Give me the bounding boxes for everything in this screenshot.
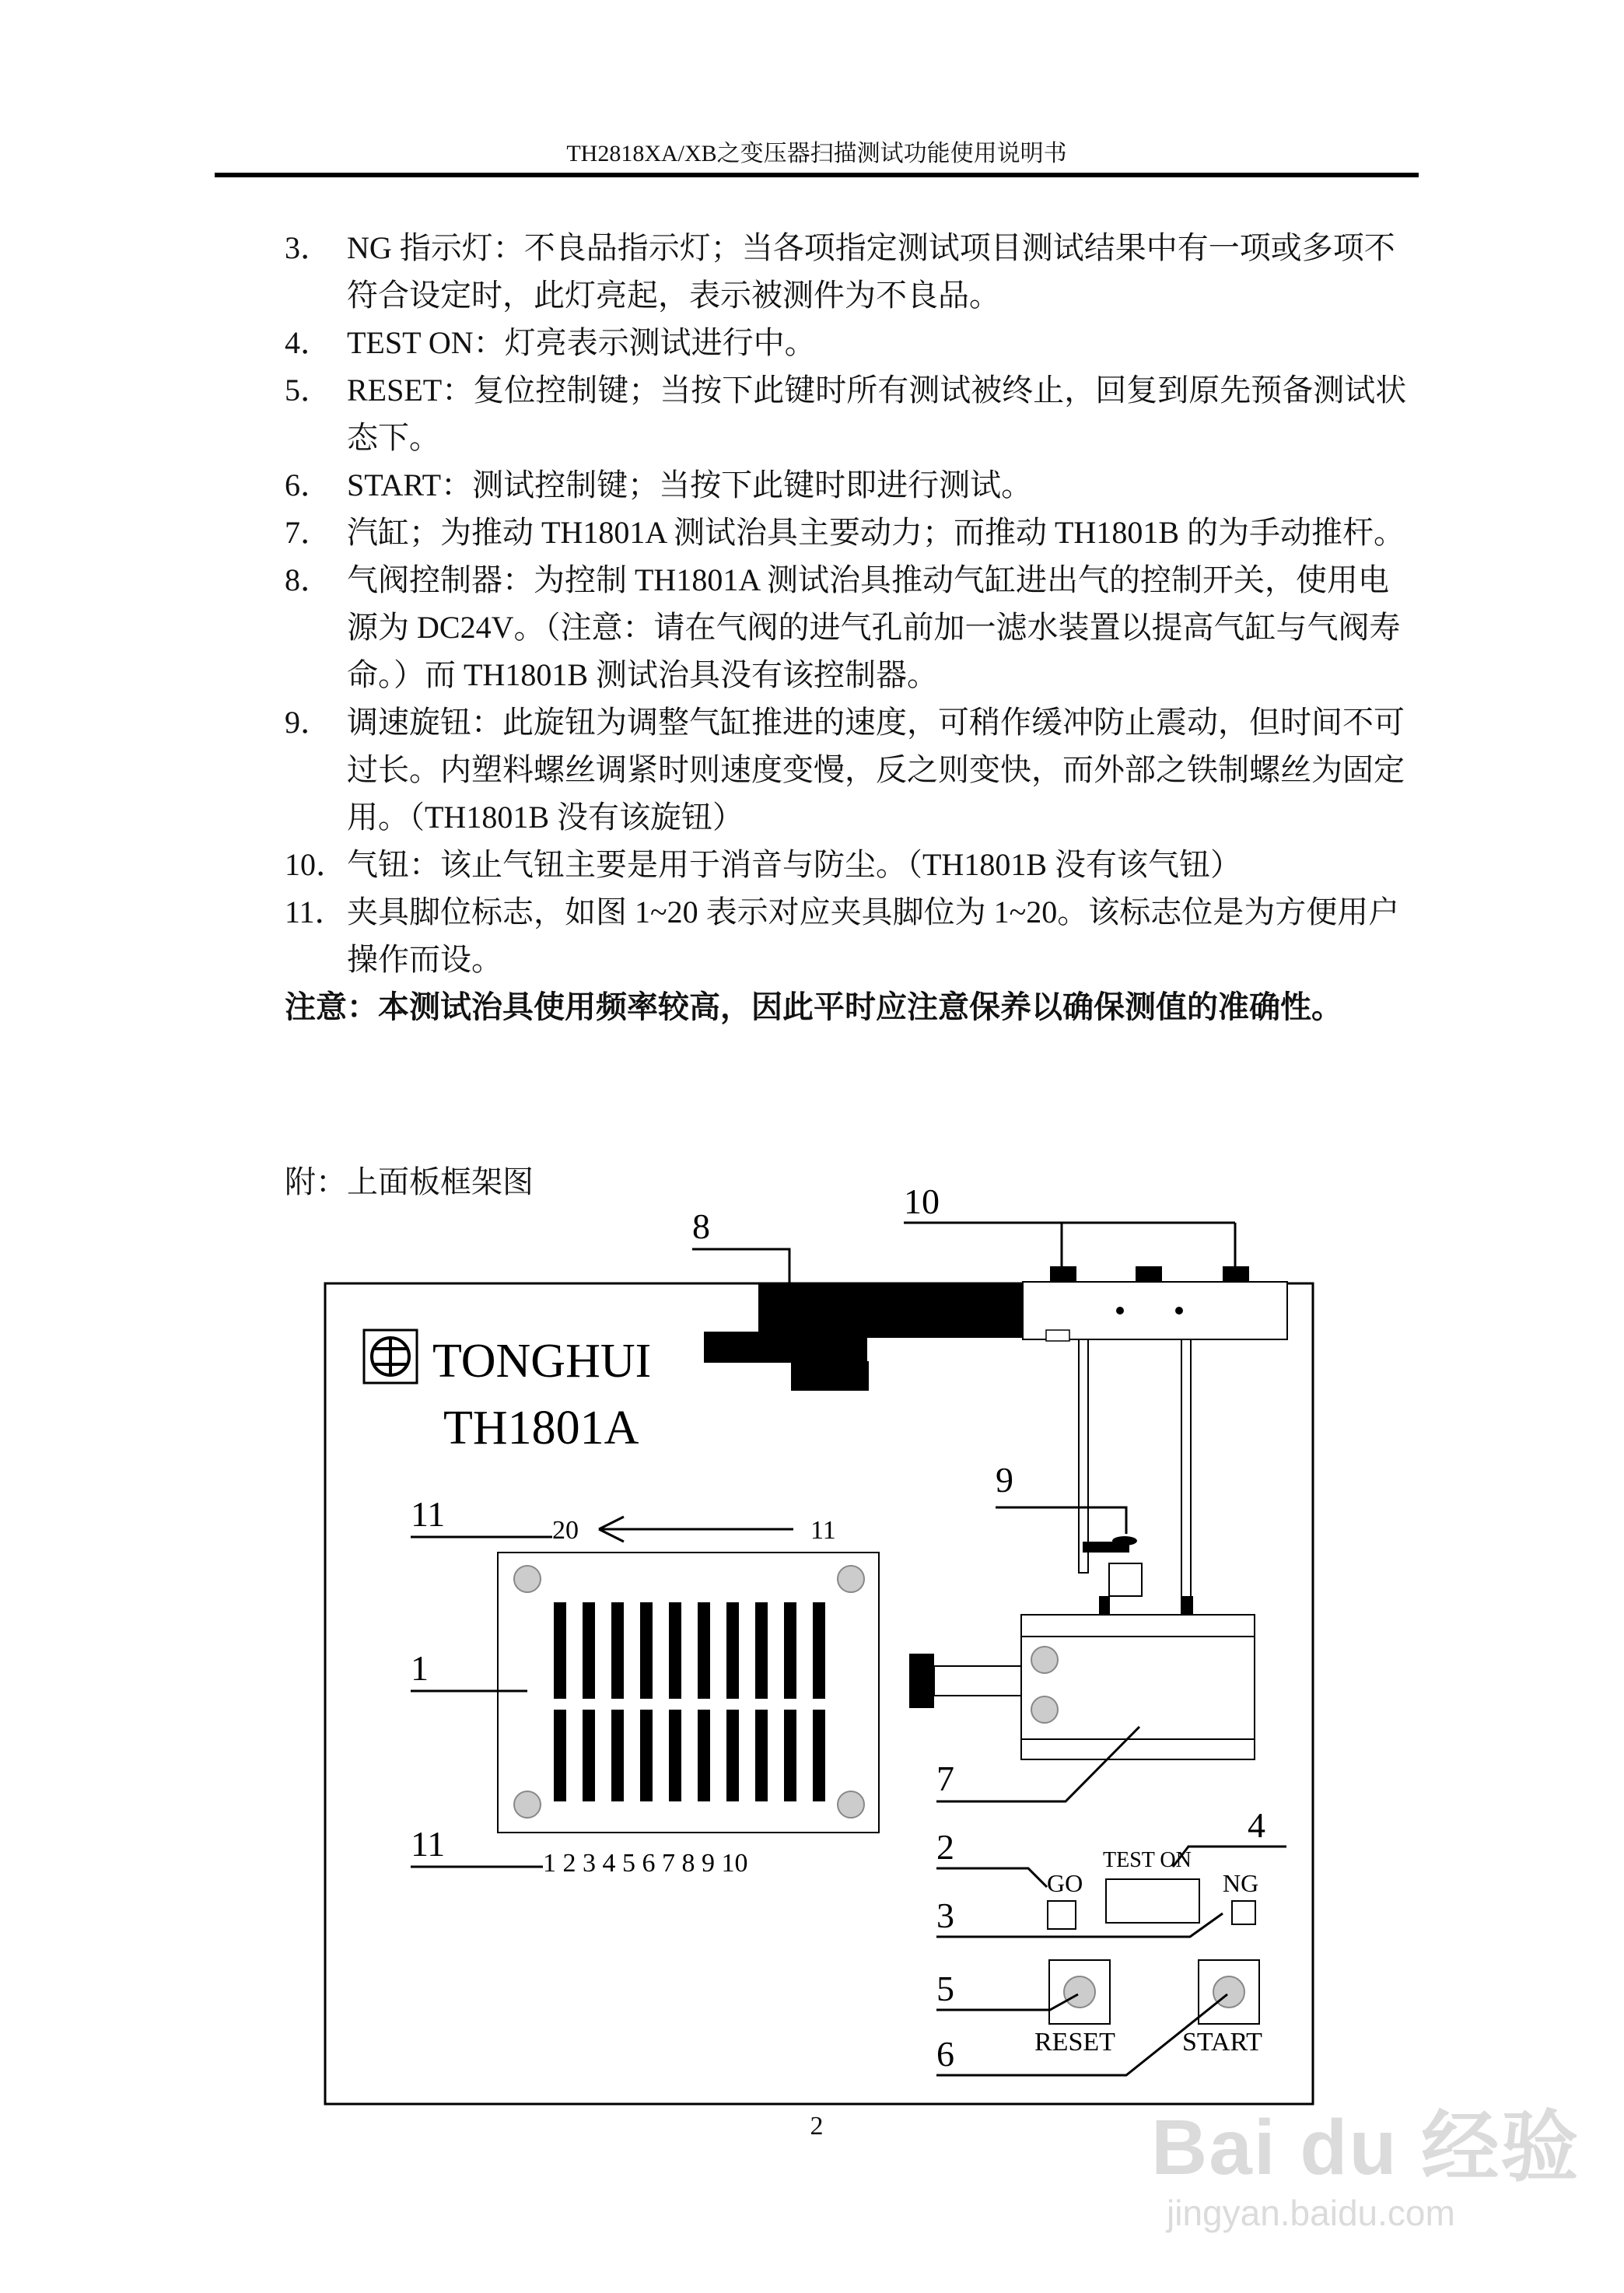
cylinder-port [1031, 1696, 1058, 1723]
air-knob-middle [1136, 1266, 1162, 1282]
watermark-logo: Bai du 经验 [1151, 2104, 1580, 2191]
speed-knob-base [1109, 1563, 1142, 1596]
pin-contact [669, 1710, 681, 1801]
document-header: TH2818XA/XB之变压器扫描测试功能使用说明书 [566, 141, 1067, 166]
list-item [285, 319, 1417, 366]
cylinder-mount [1099, 1596, 1110, 1615]
brand-name: TONGHUI [432, 1335, 652, 1388]
go-label: GO [1047, 1869, 1083, 1897]
pin-contact [813, 1710, 825, 1801]
item-number: 4． [285, 325, 331, 360]
watermark-url: jingyan.baidu.com [1167, 2193, 1455, 2233]
item-text: 调速旋钮：此旋钮为调整气缸推进的速度，可稍作缓冲防止震动，但时间不可过长。内塑料螺丝调紧时则速度变慢，反之则变快，而外部之铁制螺丝为固定用。（TH1801B 没有该旋钮） [347, 705, 1405, 835]
callout-11-bottom: 11 [411, 1824, 446, 1864]
pin-contact [640, 1710, 653, 1801]
pin-contact [640, 1602, 653, 1699]
baidu-jingyan-watermark [1151, 2053, 1587, 2256]
item-text: TEST ON：灯亮表示测试进行中。 [347, 325, 816, 360]
cylinder-port [1031, 1647, 1058, 1673]
pin-contact [726, 1602, 739, 1699]
item-text: START：测试控制键；当按下此键时即进行测试。 [347, 467, 1033, 502]
air-knob-right [1223, 1266, 1249, 1282]
fixture-screw [514, 1791, 541, 1818]
document-body [285, 224, 1417, 1031]
pin-contact [698, 1710, 710, 1801]
item-text: RESET：复位控制键；当按下此键时所有测试被终止，回复到原先预备测试状态下。 [347, 373, 1407, 455]
item-text: 气钮：该止气钮主要是用于消音与防尘。（TH1801B 没有该气钮） [347, 847, 1241, 882]
pin-contact [784, 1710, 796, 1801]
valve-controller-lower [704, 1332, 867, 1363]
pin-label-1-10: 1 2 3 4 5 6 7 8 9 10 [543, 1849, 748, 1878]
pin-contact [784, 1602, 796, 1699]
start-label: START [1182, 2028, 1262, 2057]
list-item [285, 556, 1417, 698]
callout-9: 9 [996, 1460, 1013, 1500]
air-tube-right [1181, 1339, 1191, 1629]
air-knob-left [1050, 1266, 1076, 1282]
list-item [285, 366, 1417, 461]
callout-1: 1 [411, 1648, 429, 1688]
item-number: 8． [285, 562, 331, 597]
header-rule [215, 173, 1419, 177]
pin-label-20: 20 [552, 1516, 579, 1545]
callout-5: 5 [936, 1969, 954, 2008]
callout-10: 10 [904, 1182, 940, 1221]
panel-diagram-svg [319, 1182, 1330, 2116]
pin-contact [611, 1602, 624, 1699]
item-number: 6． [285, 467, 331, 502]
appendix-title: 附：上面板框架图 [285, 1164, 534, 1199]
pin-contact [583, 1602, 595, 1699]
fixture-screw [838, 1791, 864, 1818]
pin-contact [669, 1602, 681, 1699]
fixture-screw [838, 1566, 864, 1592]
air-tube-left [1079, 1339, 1088, 1573]
speed-knob-stem [1083, 1542, 1129, 1553]
reset-button [1064, 1976, 1095, 2008]
list-item [285, 698, 1417, 841]
item-number: 10． [285, 847, 347, 882]
panel-diagram [319, 1182, 1330, 2116]
item-number: 9． [285, 705, 331, 740]
callout-2: 2 [936, 1827, 954, 1867]
callout-10-line [904, 1223, 1235, 1266]
ng-label: NG [1223, 1869, 1259, 1897]
test-on-indicator [1106, 1879, 1199, 1923]
list-item [285, 888, 1417, 983]
pin-contact [554, 1602, 566, 1699]
callout-4: 4 [1248, 1805, 1265, 1845]
list-item [285, 224, 1417, 319]
reset-label: RESET [1034, 2028, 1115, 2057]
pin-contact [554, 1710, 566, 1801]
callout-8-line [692, 1249, 789, 1283]
callout-9-line [996, 1507, 1126, 1534]
callout-7: 7 [936, 1759, 954, 1798]
go-indicator [1048, 1901, 1076, 1929]
pin-contact [726, 1710, 739, 1801]
page-number: 2 [810, 2112, 824, 2141]
test-on-label: TEST ON [1103, 1848, 1192, 1872]
item-number: 7． [285, 515, 331, 550]
piston-rod [934, 1666, 1021, 1696]
maintenance-note: 注意：本测试治具使用频率较高，因此平时应注意保养以确保测值的准确性。 [285, 989, 1342, 1024]
list-item [285, 461, 1417, 509]
pin-contact [583, 1710, 595, 1801]
model-name: TH1801A [443, 1402, 639, 1455]
callout-8: 8 [692, 1206, 710, 1246]
callout-11-top: 11 [411, 1494, 446, 1534]
pin-label-11: 11 [810, 1516, 836, 1545]
pin-contact [698, 1602, 710, 1699]
housing-slot [1046, 1330, 1069, 1341]
callout-3: 3 [936, 1896, 954, 1935]
valve-controller-tab [791, 1361, 869, 1391]
pin-contact [755, 1602, 768, 1699]
housing-dot [1175, 1307, 1183, 1315]
item-text: 气阀控制器：为控制 TH1801A 测试治具推动气缸进出气的控制开关，使用电源为 DC24V。（注意：请在气阀的进气孔前加一滤水装置以提高气缸与气阀寿命。）而 TH1801B 测试治具没有该控制器。 [347, 562, 1401, 692]
callout-2-line [936, 1868, 1047, 1887]
item-number: 5． [285, 373, 331, 408]
piston-head [909, 1654, 934, 1708]
cylinder-mount [1182, 1596, 1193, 1615]
item-number: 11． [285, 894, 346, 929]
item-text: NG 指示灯：不良品指示灯；当各项指定测试项目测试结果中有一项或多项不符合设定时，此灯亮起，表示被测件为不良品。 [347, 230, 1395, 313]
fixture-screw [514, 1566, 541, 1592]
pin-contact [611, 1710, 624, 1801]
list-item [285, 841, 1417, 888]
pin-contact [813, 1602, 825, 1699]
item-text: 汽缸；为推动 TH1801A 测试治具主要动力；而推动 TH1801B 的为手动推杆。 [347, 515, 1405, 550]
valve-controller-block [758, 1283, 1023, 1338]
housing-dot [1116, 1307, 1124, 1315]
pin-contact [755, 1710, 768, 1801]
callout-6: 6 [936, 2034, 954, 2074]
list-item [285, 509, 1417, 556]
ng-indicator [1232, 1901, 1255, 1924]
item-text: 夹具脚位标志，如图 1~20 表示对应夹具脚位为 1~20。该标志位是为方便用户操作而设。 [347, 894, 1400, 977]
direction-arrow [599, 1517, 793, 1542]
item-number: 3． [285, 230, 331, 265]
